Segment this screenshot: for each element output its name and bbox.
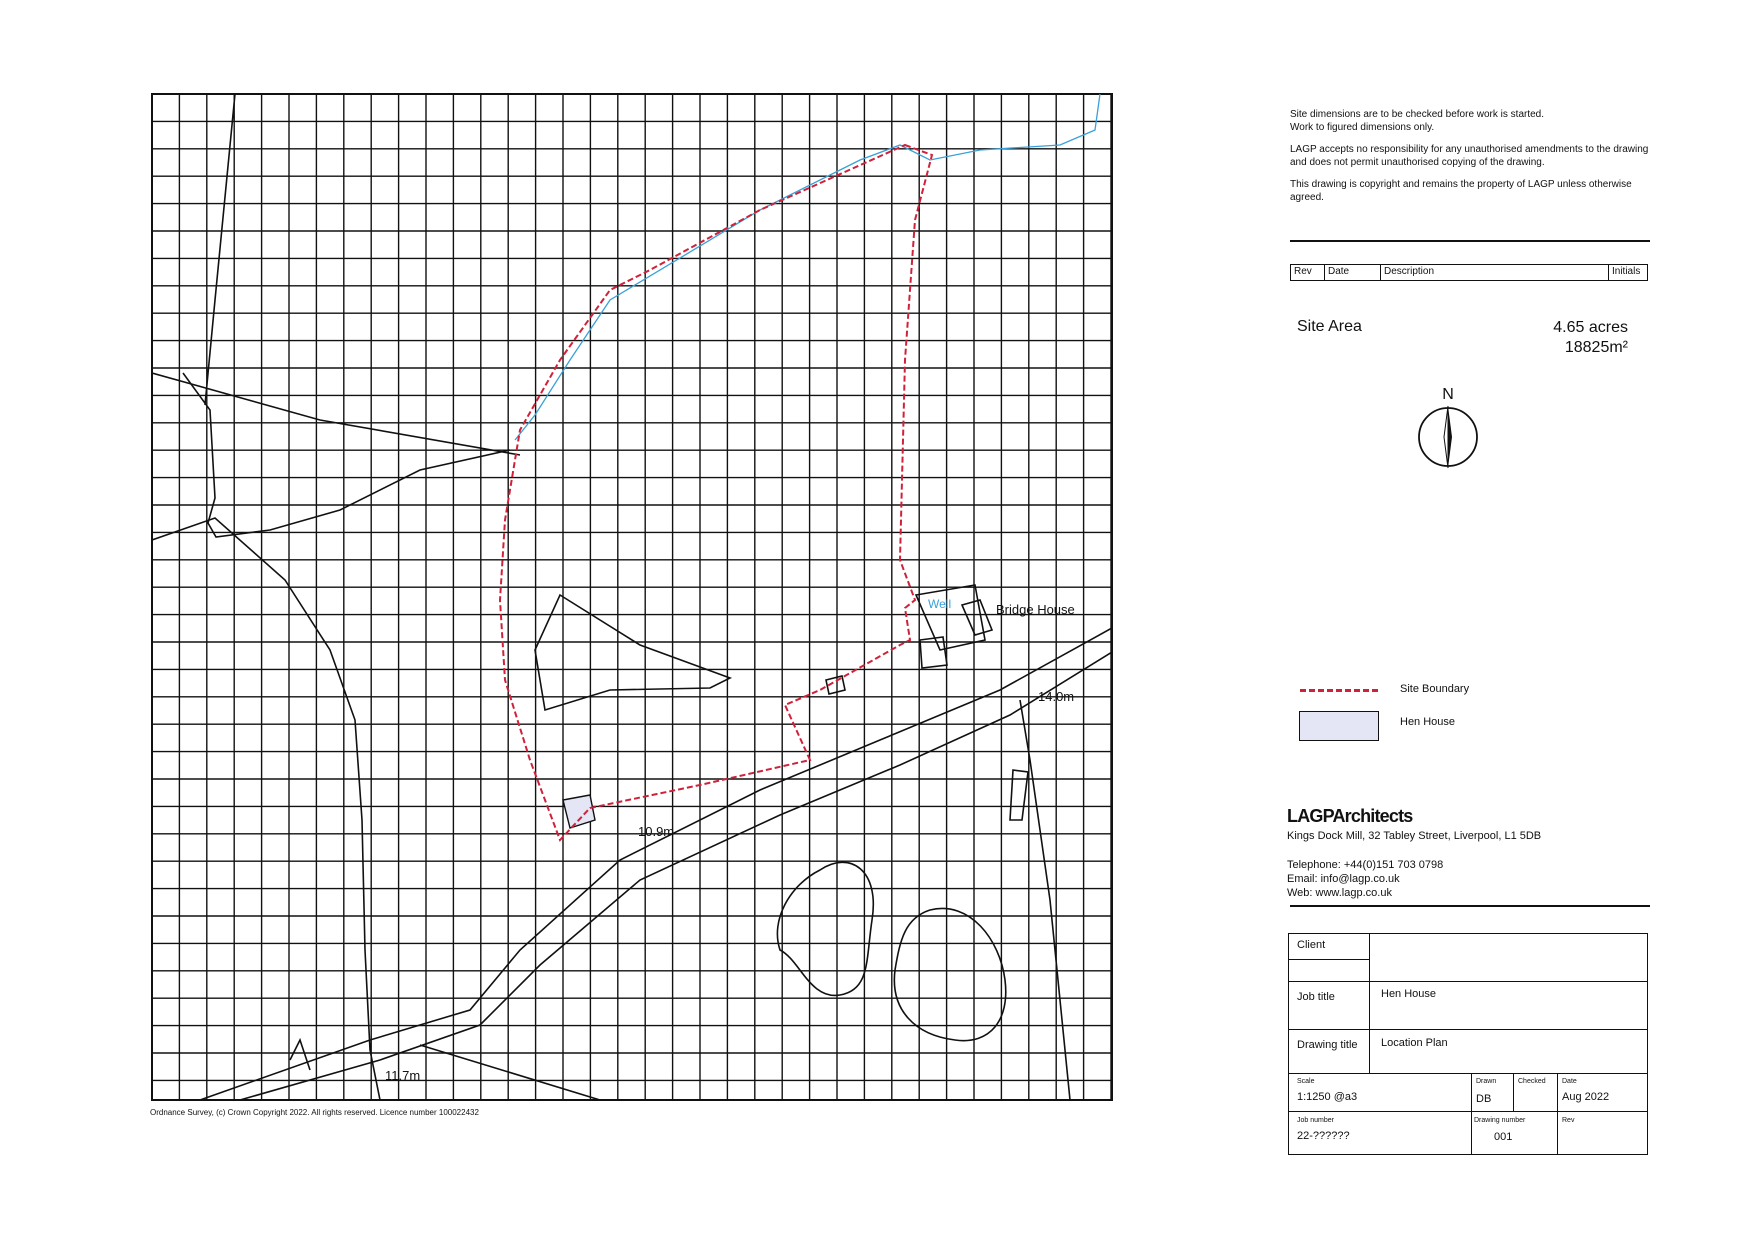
footpath [183,373,510,537]
bridge-house-label: Bridge House [996,602,1075,617]
firm-address: Kings Dock Mill, 32 Tabley Street, Liverpool, L1 5DB [1287,830,1542,842]
site-area-sqm: 18825m² [1564,339,1628,356]
site-boundary [500,145,932,840]
firm-name: LAGPArchitects [1287,806,1413,826]
client-label: Client [1297,939,1326,951]
water-course [515,94,1100,440]
hen-house-legend-swatch [1299,711,1379,741]
firm-contact [1287,858,1443,900]
hen-house-legend-label: Hen House [1400,716,1456,728]
note-line-2: Work to figured dimensions only. [1290,122,1435,133]
client-row [1289,934,1647,982]
road-edge [200,628,1112,1100]
note-copyright: This drawing is copyright and remains the property of LAGP unless otherwise agreed. [1290,179,1632,203]
path-feature [1010,770,1028,820]
drawn-label: Drawn [1476,1078,1497,1085]
firm-email: Email: info@lagp.co.uk [1287,873,1400,885]
spot-height-11: 11.7m [385,1068,421,1083]
job-title-value: Hen House [1381,988,1437,1000]
pond [777,862,873,995]
note-responsibility: LAGP accepts no responsibility for any unauthorised amendments to the drawing and does not permit unauthorised copying of the drawing. [1290,144,1649,168]
os-copyright: Ordnance Survey, (c) Crown Copyright 2022. All rights reserved. Licence number 100022432 [150,1108,479,1117]
scale-label: Scale [1297,1078,1315,1085]
drawing-number-value: 001 [1494,1131,1513,1143]
drawing-title-label: Drawing title [1297,1039,1358,1051]
scale-value: 1:1250 @a3 [1297,1091,1358,1103]
pond [894,908,1005,1040]
firm-telephone: Telephone: +44(0)151 703 0798 [1287,859,1444,871]
job-number-label: Job number [1297,1117,1334,1124]
site-area-label: Site Area [1297,318,1362,335]
drawing-title-value: Location Plan [1381,1037,1448,1049]
date-label: Date [1562,1078,1577,1085]
track [205,94,235,405]
stream [1020,700,1070,1100]
rev-label: Rev [1562,1117,1575,1124]
job-title-label: Job title [1297,991,1335,1003]
checked-label: Checked [1518,1078,1546,1085]
drawing-title-row [1289,1030,1647,1074]
spot-height-14: 14.0m [1038,689,1075,704]
job-number-value: 22-?????? [1297,1130,1350,1142]
rev-header: Rev [1291,265,1325,280]
drawing-notes [1290,108,1650,213]
divider [1290,905,1650,907]
site-boundary-legend-label: Site Boundary [1400,683,1470,695]
initials-header: Initials [1612,266,1641,277]
drawn-value: DB [1476,1093,1492,1105]
site-area-values [1520,318,1628,358]
site-boundary-legend-line [1300,689,1378,692]
divider [1290,240,1650,242]
date-header: Date [1325,265,1381,280]
title-block [1288,933,1648,1155]
spot-height-10: 10.9m [638,824,675,839]
north-letter: N [1442,386,1454,403]
field-feature [535,595,730,710]
description-header: Description [1381,265,1609,280]
well-label: Well [928,597,952,611]
revision-table [1290,264,1648,281]
job-title-row [1289,982,1647,1030]
date-value: Aug 2022 [1562,1091,1610,1103]
drawing-number-label: Drawing number [1474,1117,1526,1124]
building [962,600,992,635]
track [152,518,380,1100]
note-line-1: Site dimensions are to be checked before work is started. [1290,109,1545,120]
firm-web: Web: www.lagp.co.uk [1287,887,1392,899]
north-arrow-icon [1415,382,1481,472]
site-area-acres: 4.65 acres [1553,319,1628,336]
